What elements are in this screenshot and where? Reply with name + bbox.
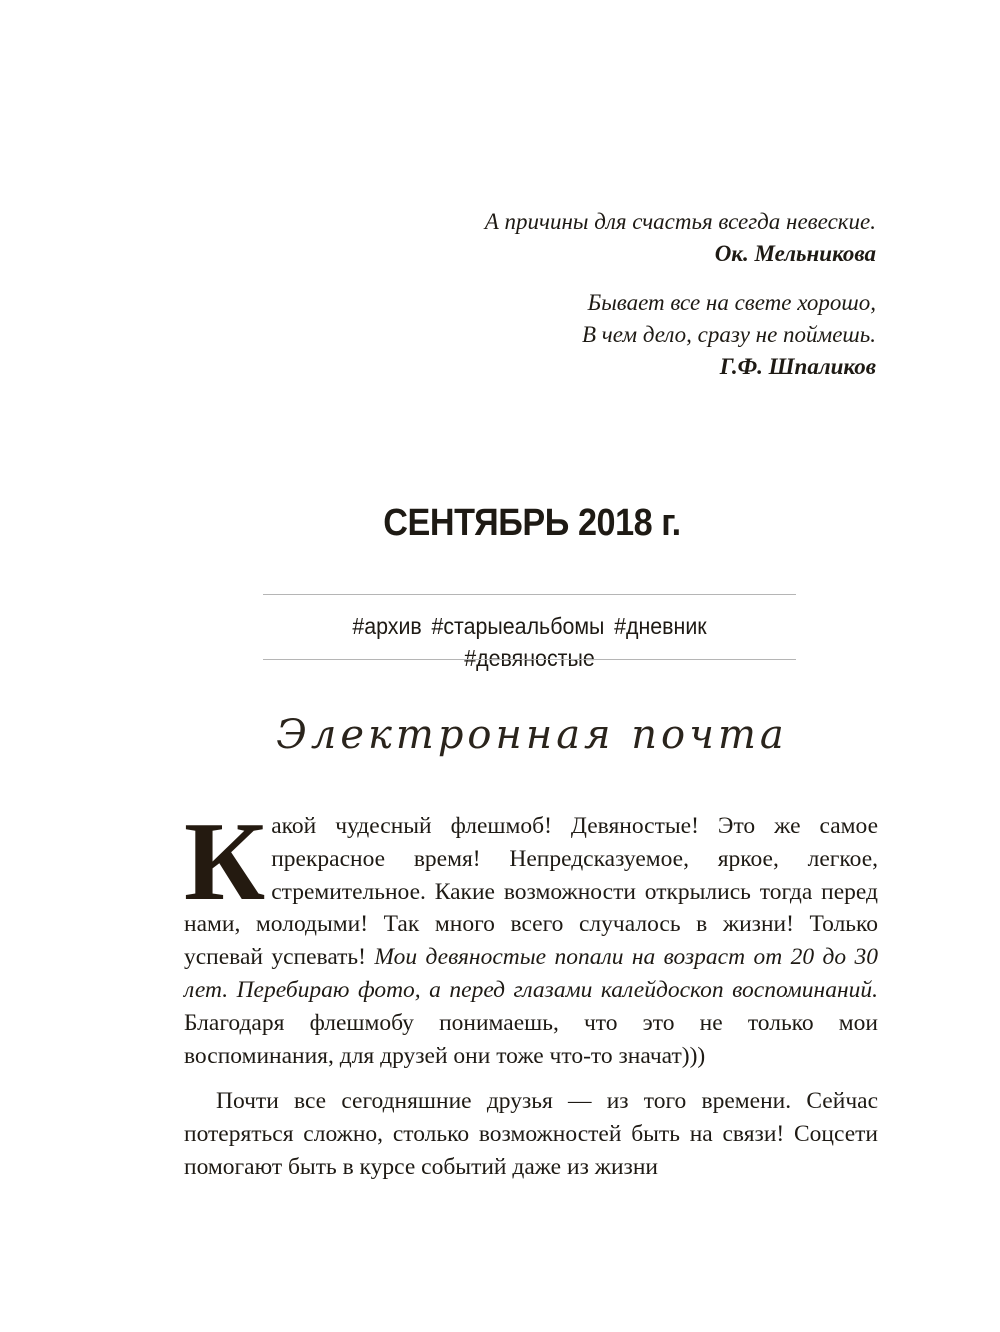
epigraph-author: Ок. Мельникова — [714, 241, 876, 266]
paragraph-1-text: акой чудесный флешмоб! Девяностые! Это же самое прекрасное время! Непредсказуемое, яркое, легкое, стремительное. Какие возможности открылись тогда перед нами, молодыми! Так много всего случалось в жизни! Только успевай успевать! — [184, 813, 878, 971]
hashtag: #старыеальбомы — [431, 613, 605, 639]
epigraph-author: Г.Ф. Шпаликов — [719, 354, 876, 379]
epigraph-1 — [356, 206, 876, 270]
divider-top — [263, 594, 796, 595]
paragraph-2: Почти все сегодняшние друзья — из того времени. Сейчас потеряться сложно, столько возможностей быть на связи! Соцсети помогают быть в курсе событий даже из жизни — [184, 1088, 878, 1180]
epigraph-2 — [356, 287, 876, 383]
paragraph-1-italic: Мои девяностые попали на возраст от 20 до 30 лет. Перебираю фото, а перед глазами калейдоскоп воспоминаний. — [184, 944, 878, 1003]
paragraph-1 — [184, 800, 878, 1072]
drop-cap: К — [184, 800, 266, 924]
paragraph-1-text-end: Благодаря флешмобу понимаешь, что это не только мои воспоминания, для друзей они тоже что-то значат))) — [184, 1009, 878, 1069]
hashtag-list — [282, 610, 778, 674]
epigraph-line: Бывает все на свете хорошо, — [587, 290, 876, 315]
epigraph-line: В чем дело, сразу не поймешь. — [581, 322, 876, 347]
divider-bottom — [263, 659, 796, 660]
hashtag: #дневник — [614, 613, 707, 639]
hashtag: #девяностые — [464, 645, 595, 671]
chapter-title: Электронная почта — [276, 712, 788, 758]
epigraph-line: А причины для счастья всегда невеские. — [484, 209, 876, 234]
month-heading: СЕНТЯБРЬ 2018 г. — [383, 502, 681, 544]
body-text — [184, 800, 878, 1184]
epigraphs — [356, 206, 876, 383]
hashtag: #архив — [352, 613, 422, 639]
